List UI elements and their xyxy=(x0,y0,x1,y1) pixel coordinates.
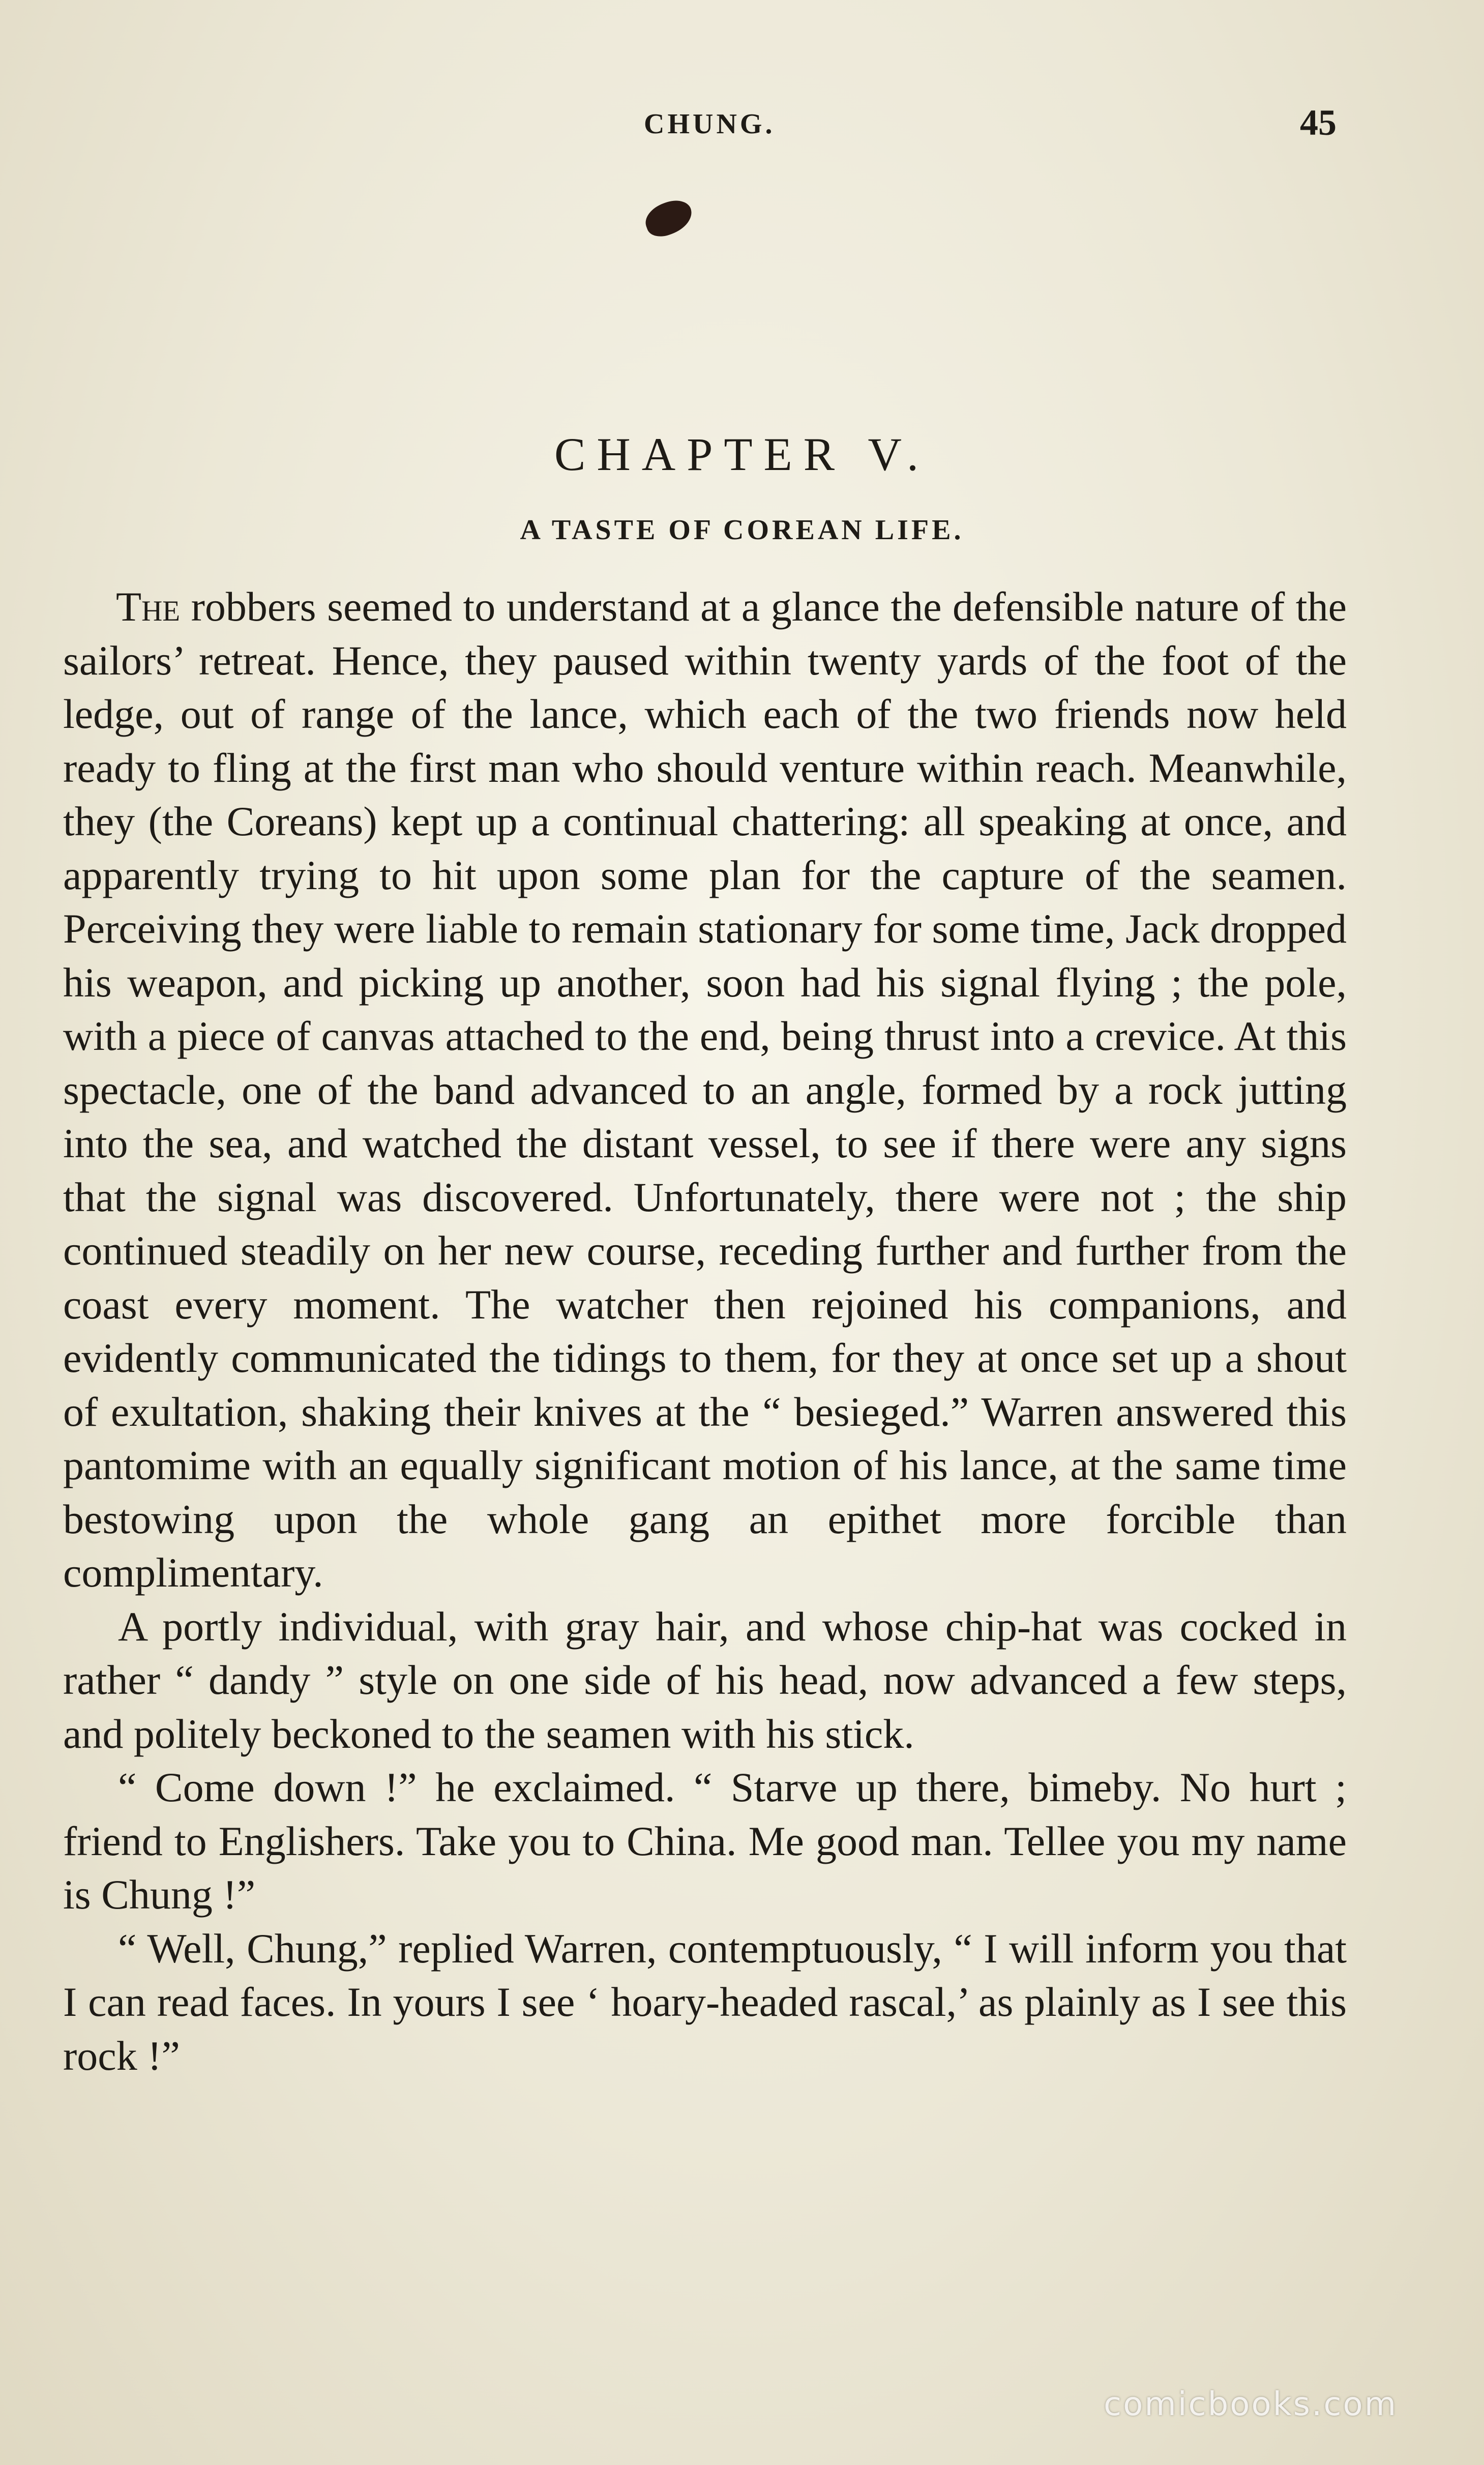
body-text xyxy=(63,580,1347,2082)
paragraph-text: robbers seemed to understand at a glance the defensible nature of the sailors’ retreat. Hence, they paused within twenty yards of the foot of the ledge, out of range of the lance, which each of the two friends now held ready to fling at the first man who should venture within reach. Meanwhile, they (the Coreans) kept up a continual chattering: all speaking at once, and apparently trying to hit upon some plan for the capture of the seamen. Perceiving they were liable to remain stationary for some time, Jack dropped his weapon, and picking up another, soon had his signal flying ; the pole, with a piece of canvas attached to the end, being thrust into a crevice. At this spectacle, one of the band advanced to an angle, formed by a rock jutting into the sea, and watched the distant vessel, to see if there were any signs that the signal was discovered. Unfortunately, there were not ; the ship continued steadily on her new course, receding further and further from the coast every moment. The watcher then rejoined his companions, and evidently communicated the tidings to them, for they at once set up a shout of exultation, shaking their knives at the “ besieged.” Warren answered this pantomime with an equally significant motion of his lance, at the same time bestowing upon the whole gang an epithet more forcible than complimentary. xyxy=(63,583,1347,1596)
paragraph xyxy=(63,580,1347,1600)
running-head xyxy=(0,102,1484,153)
paragraph-text: “ Well, Chung,” replied Warren, contemptuously, “ I will inform you that I can read faces. In yours I see ‘ hoary-headed rascal,’ as plainly as I see this rock !” xyxy=(63,1925,1347,2079)
paragraph xyxy=(63,1922,1347,2083)
chapter-subtitle: A TASTE OF COREAN LIFE. xyxy=(520,514,964,546)
paragraph xyxy=(63,1600,1347,1761)
paragraph-text: “ Come down !” he exclaimed. “ Starve up there, bimeby. No hurt ; friend to Englishers. Take you to China. Me good man. Tellee you my name is Chung !” xyxy=(63,1764,1347,1918)
paragraph xyxy=(63,1760,1347,1922)
page-number: 45 xyxy=(1300,102,1337,143)
paragraph-text: A portly individual, with gray hair, and whose chip-hat was cocked in rather “ dandy ” style on one side of his head, now advanced a few steps, and politely beckoned to the seamen with his stick. xyxy=(63,1603,1347,1757)
chapter-heading: CHAPTER V. xyxy=(554,428,930,480)
running-title: CHUNG. xyxy=(644,108,776,140)
paragraph-lead-word: The xyxy=(116,583,181,630)
watermark: comicbooks.com xyxy=(1104,2386,1398,2423)
